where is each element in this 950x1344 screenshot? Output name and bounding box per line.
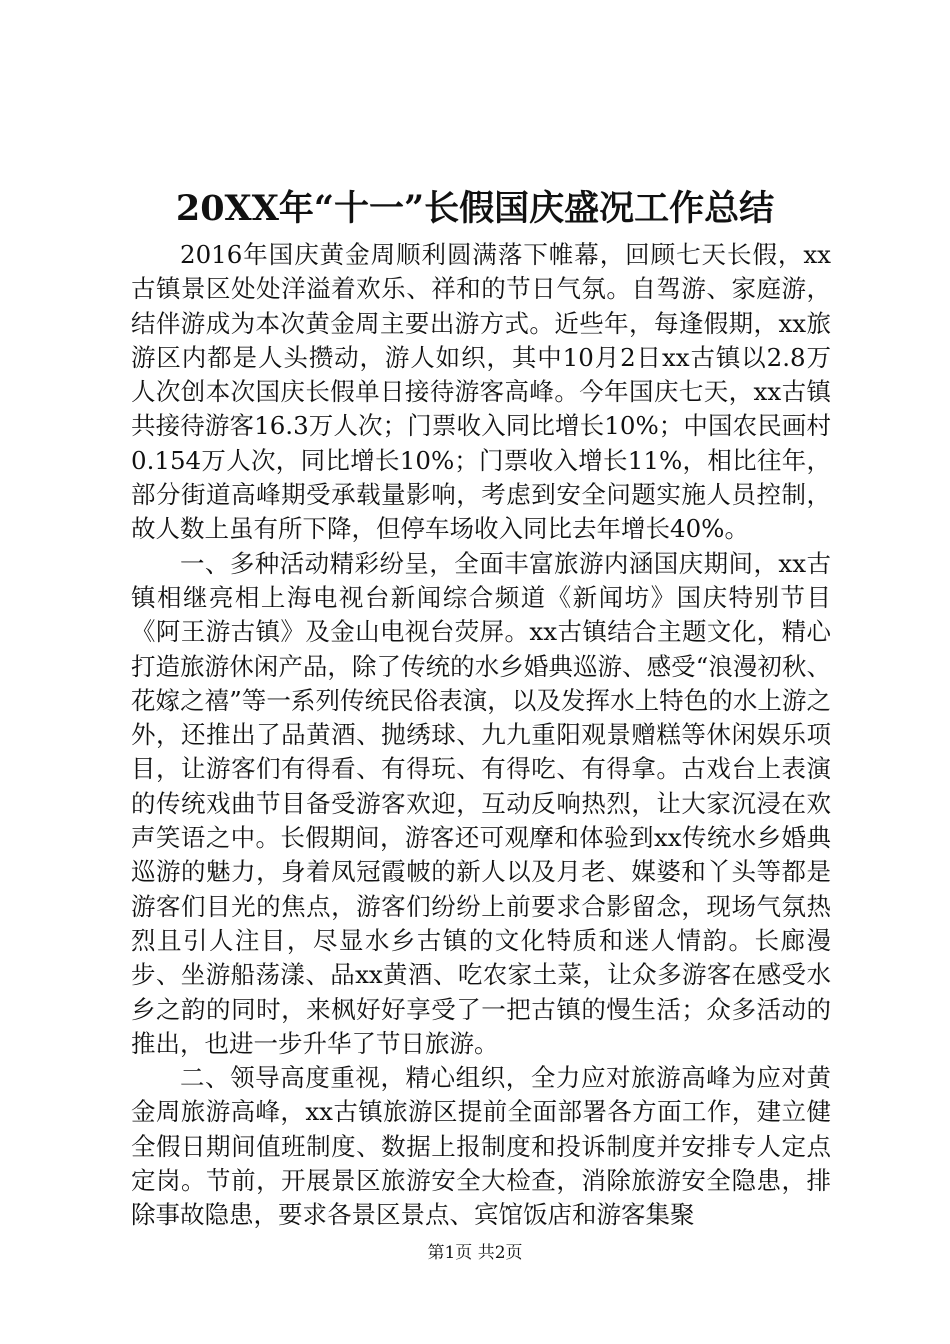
paragraph-intro: 2016年国庆黄金周顺利圆满落下帷幕，回顾七天长假，xx古镇景区处处洋溢着欢乐、祥和的节日气氛。自驾游、家庭游，结伴游成为本次黄金周主要出游方式。近些年，每逢假期，xx旅游区内都是人头攒动，游人如织，其中10月2日xx古镇以2.8万人次创本次国庆长假单日接待游客高峰。今年国庆七天，xx古镇共接待游客16.3万人次；门票收入同比增长10%；中国农民画村0.154万人次，同比增长10%；门票收入增长11%，相比往年，部分街道高峰期受承载量影响，考虑到安全问题实施人员控制，故人数上虽有所下降，但停车场收入同比去年增长40%。: [131, 240, 831, 544]
paragraph-section-one: 一、多种活动精彩纷呈，全面丰富旅游内涵国庆期间，xx古镇相继亮相上海电视台新闻综合频道《新闻坊》国庆特别节目《阿王游古镇》及金山电视台荧屏。xx古镇结合主题文化，精心打造旅游休闲产品，除了传统的水乡婚典巡游、感受“浪漫初秋、花嫁之禧”等一系列传统民俗表演，以及发挥水上特色的水上游之外，还推出了品黄酒、抛绣球、九九重阳观景赠糕等休闲娱乐项目，让游客们有得看、有得玩、有得吃、有得拿。古戏台上表演的传统戏曲节目备受游客欢迎，互动反响热烈，让大家沉浸在欢声笑语之中。长假期间，游客还可观摩和体验到xx传统水乡婚典巡游的魅力，身着凤冠霞帔的新人以及月老、媒婆和丫头等都是游客们目光的焦点，游客们纷纷上前要求合影留念，现场气氛热烈且引人注目，尽显水乡古镇的文化特质和迷人情韵。长廊漫步、坐游船荡漾、品xx黄酒、吃农家土菜，让众多游客在感受水乡之韵的同时，来枫好好享受了一把古镇的慢生活；众多活动的推出，也进一步升华了节日旅游。: [131, 548, 831, 1058]
page-number-footer: 第1页 共2页: [427, 1243, 523, 1263]
paragraph-section-two: 二、领导高度重视，精心组织，全力应对旅游高峰为应对黄金周旅游高峰，xx古镇旅游区提前全面部署各方面工作，建立健全假日期间值班制度、数据上报制度和投诉制度并安排专人定点定岗。节前，开展景区旅游安全大检查，消除旅游安全隐患，排除事故隐患，要求各景区景点、宾馆饭店和游客集聚: [131, 1063, 831, 1230]
document-body: [131, 238, 831, 1233]
document-title: 20XX年“十一”长假国庆盛况工作总结: [175, 188, 775, 229]
